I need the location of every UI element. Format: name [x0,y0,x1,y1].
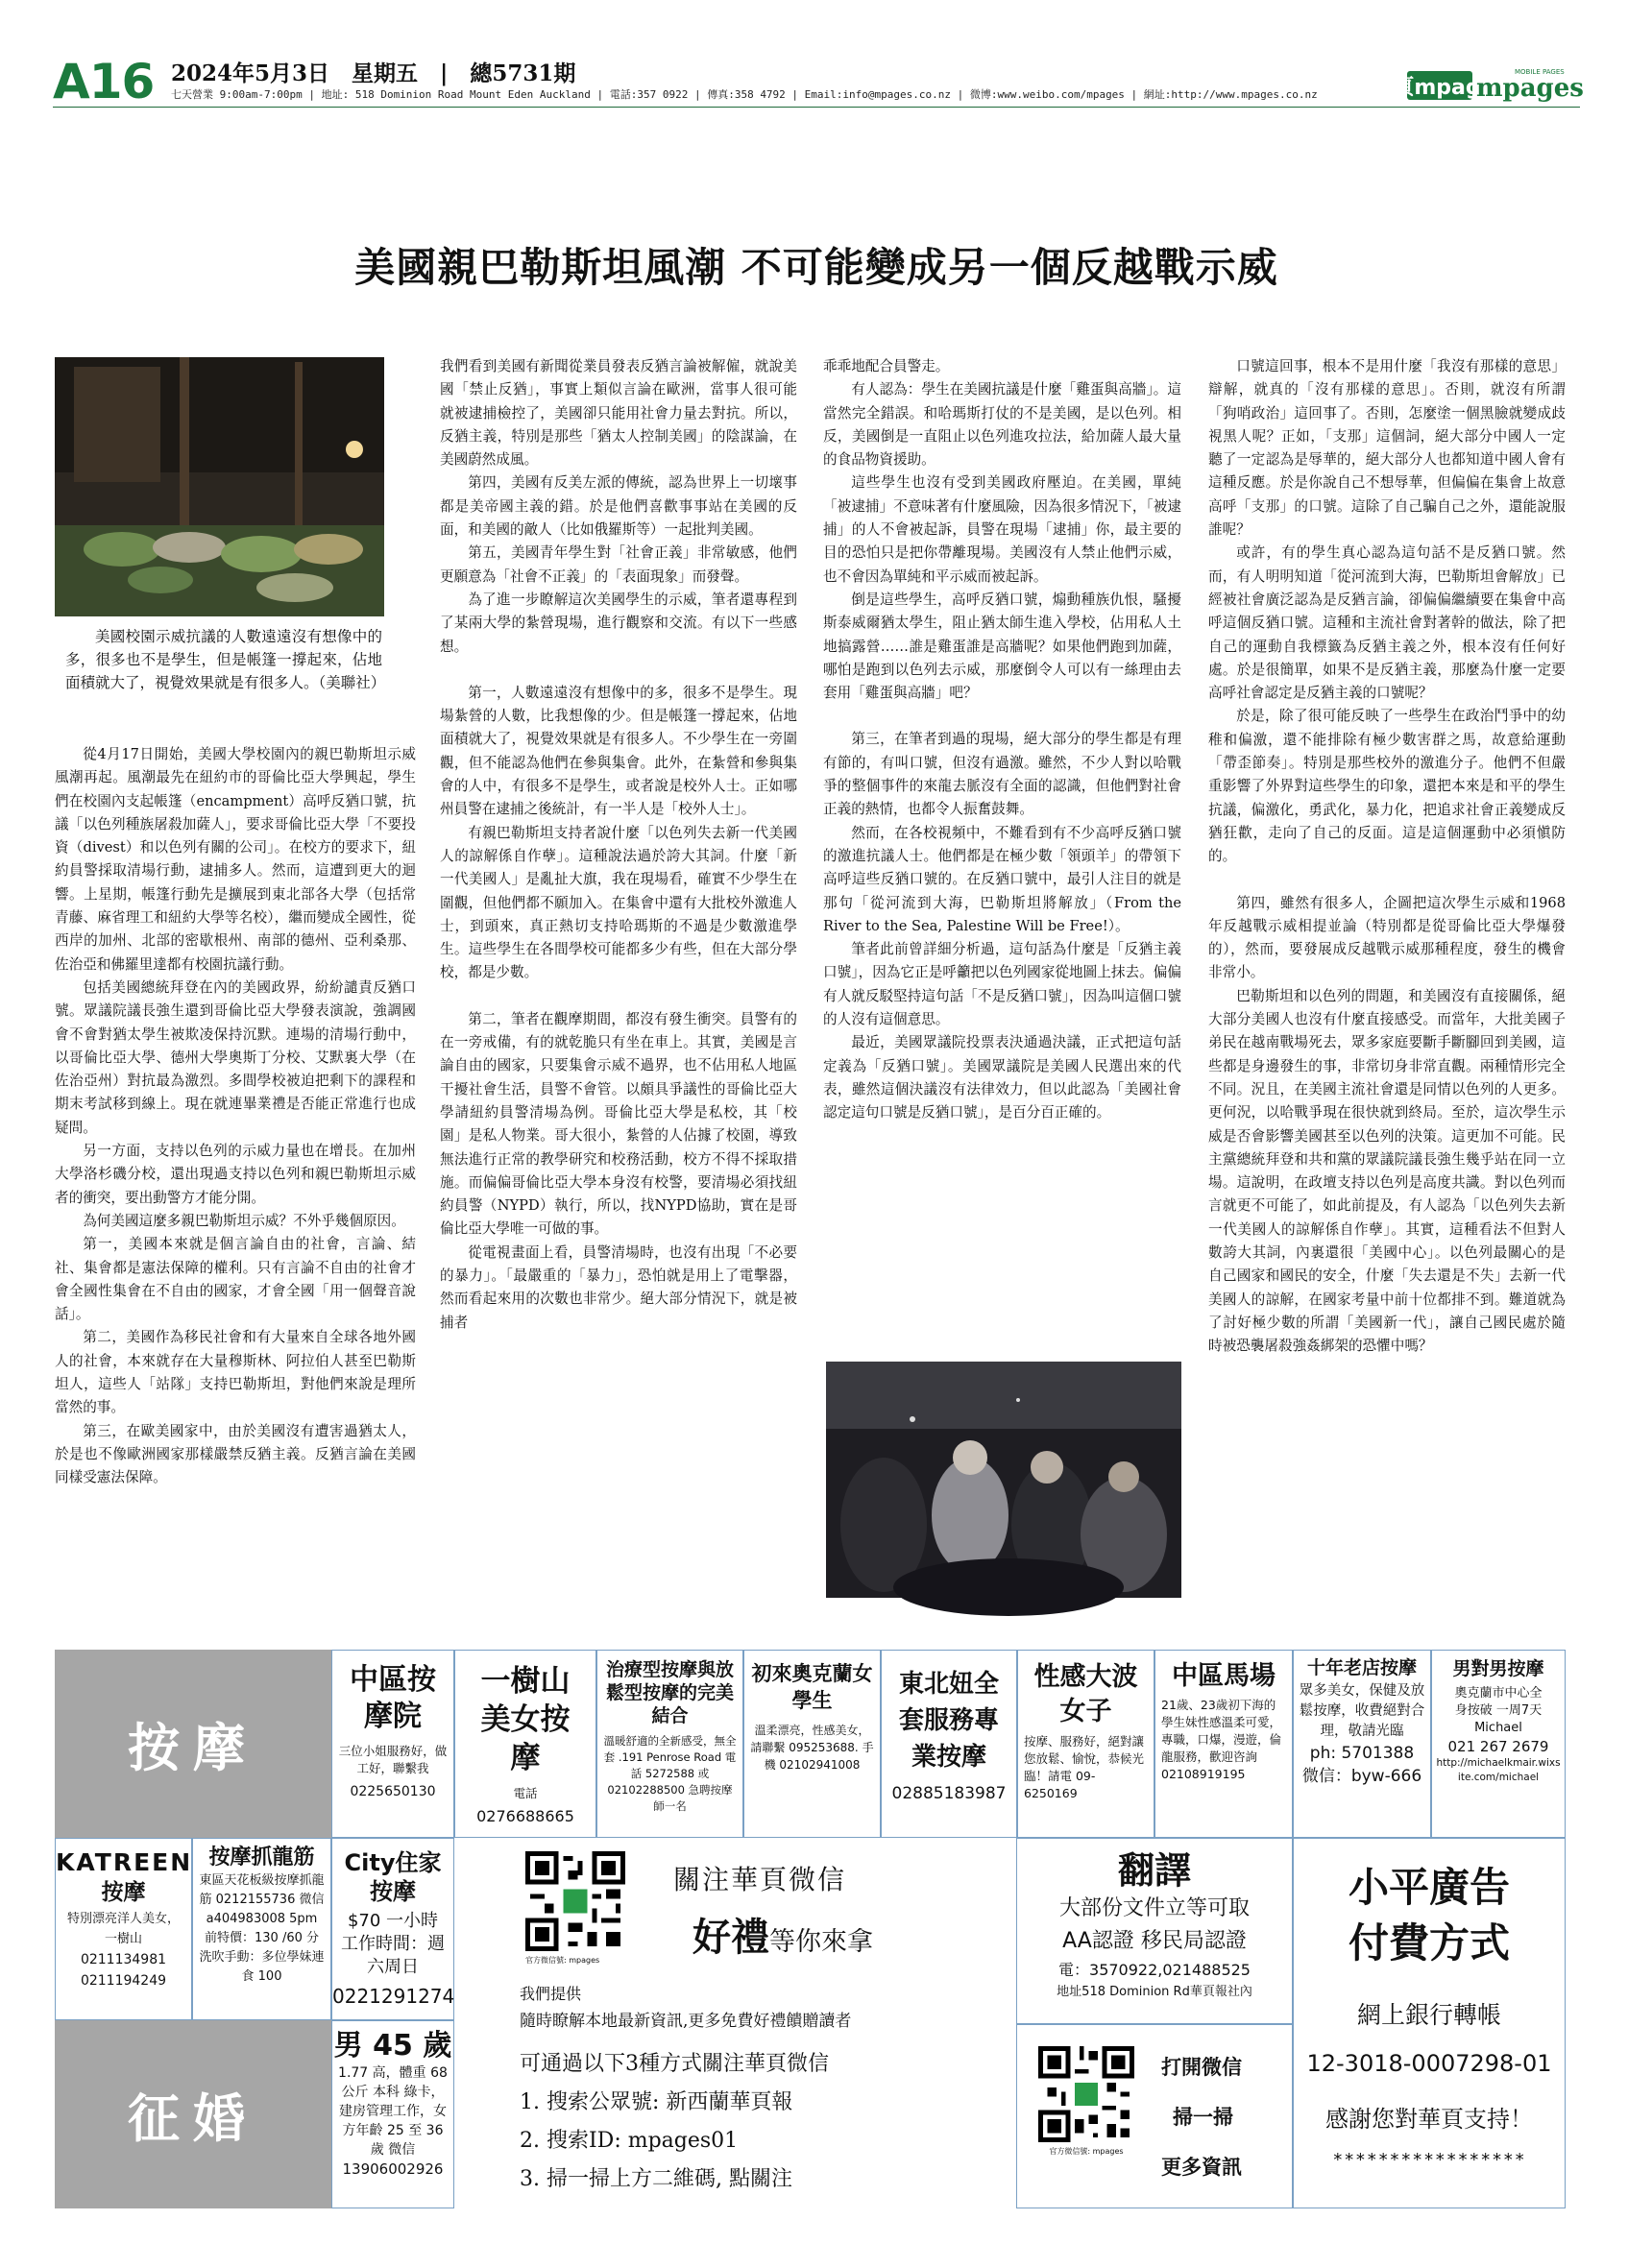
paragraph: 筆者此前曾詳細分析過，這句話為什麼是「反猶主義口號」，因為它正是呼籲把以色列國家從地圖上抹去。偏偏有人就反駁堅持這句話「不是反猶口號」，因為叫這個口號的人沒有這個意思。 [823,941,1181,1028]
article-column-1 [55,743,416,1490]
paragraph: 這些學生也沒有受到美國政府壓迫。在美國，單純「被逮捕」不意味著有什麼風險，因為很多情況下，「被逮捕」的人不會被起訴，員警在現場「逮捕」你，最主要的目的恐怕只是把你帶離現場。美國沒有人禁止他們示威，也不會因為單純和平示威而被起訴。 [823,474,1181,585]
article-column-2 [440,355,797,1335]
paragraph: 然而，在各校視頻中，不難看到有不少高呼反猶口號的激進抗議人士。他們都是在極少數「領頭羊」的帶領下高呼這些反猶口號的。在反猶口號中，最引人注目的就是那句「從河流到大海，巴勒斯坦將解放」（From the River to the Sea, Palestine Will be Free!）。 [823,824,1181,934]
paragraph: 為何美國這麼多親巴勒斯坦示威？不外乎幾個原因。 [83,1212,405,1229]
paragraph: 第五，美國青年學生對「社會正義」非常敏感，他們更願意為「社會不正義」的「表面現象」而發聲。 [440,544,797,585]
category-marriage: 征婚 [55,2020,331,2208]
wechat-promo: 官方微信號: mpages 關注華頁微信 好禮等你來拿 我們提供 隨時瞭解本地最新資訊,更多免費好禮饋贈讀者 可通過以下3種方式關注華頁微信 1. 搜索公眾號: 新西蘭華頁報 2. 搜索ID: mpages01 3. 掃一掃上方二維碼, 點關注 [454,1838,1016,2208]
ad-central-massage: 中區按摩院 三位小姐服務好，做工好，聯繫我 0225650130 [331,1650,454,1838]
mpages-logo [1372,65,1584,104]
paragraph: 從電視畫面上看，員警清場時，也沒有出現「不必要的暴力」。「最嚴重的「暴力」，恐怕就是用上了電擊器，然而看起來用的次數也非常少。絕大部分情況下，就是被捕者 [440,1243,797,1331]
protesters-photo [826,1362,1181,1598]
category-massage: 按摩 [55,1650,331,1838]
paragraph: 我們看到美國有新聞從業員發表反猶言論被解僱，就說美國「禁止反猶」，事實上類似言論在歐洲，當事人很可能就被逮捕檢控了，美國卻只能用社會力量去對抗。所以，反猶主義，特別是那些「猶太人控制美國」的陰謀論，在美國蔚然成風。 [440,358,797,469]
page-number: A16 [53,54,155,109]
paragraph: 於是，除了很可能反映了一些學生在政治鬥爭中的幼稚和偏激，還不能排除有極少數害群之馬，故意給運動「帶歪節奏」。特別是那些校外的激進分子。他們不但嚴重影響了外界對這些學生的印象，還把本來是和平的學生抗議，偏激化，勇武化，暴力化，把追求社會正義變成反猶狂歡，走向了自己的反面。這是這個運動中必須愼防的。 [1208,708,1566,865]
paragraph: 第二，筆者在觀摩期間，都沒有發生衝突。員警有的在一旁戒備，有的就乾脆只有坐在車上。其實，美國是言論自由的國家，只要集會示威不過界，也不佔用私人地區干擾社會生活，員警不會管。以頗具爭議性的哥倫比亞大學請紐約員警清場為例。哥倫比亞大學是私校，其「校園」是私人物業。哥大很小，紮營的人佔據了校園，導致無法進行正常的教學研究和校務活動，校方不得不採取措施。而偏偏哥倫比亞大學本身沒有校警，要清場必須找紐約員警（NYPD）執行，所以，找NYPD協助，實在是哥倫比亞大學唯一可做的事。 [440,1010,797,1238]
svg-text:mpages: mpages [1476,74,1584,103]
article-column-3 [823,355,1181,1125]
paragraph: 第二，美國作為移民社會和有大量來自全球各地外國人的社會，本來就存在大量穆斯林、阿拉伯人甚至巴勒斯坦人，這些人「站隊」支持巴勒斯坦，對他們來說是理所當然的事。 [55,1329,416,1416]
paragraph: 為了進一步瞭解這次美國學生的示威，筆者還專程到了某兩大學的紮營現場，進行觀察和交流。有以下一些感想。 [440,591,797,655]
campus-tents-photo [55,357,384,616]
wechat-scan-box: 官方微信號: mpages 打開微信 掃一掃 更多資訊 [1016,2024,1293,2208]
ad-katreen: KATREEN 按摩 特別漂亮洋人美女，一樹山 0211134981 0211194249 [55,1838,192,2020]
ad-therapy-massage: 治療型按摩與放鬆型按摩的完美結合 溫暖舒適的全新感受，無全套 .191 Penrose Road 電話 5272588 或 02102288500 急聘按摩師一名 [596,1650,743,1838]
issue-date: 2024年5月3日 星期五 | 總5731期 [171,60,576,86]
ad-student-massage: 初來奧克蘭女學生 溫柔漂亮，性感美女，請聯繫 095253688. 手機 02102941008 [743,1650,881,1838]
ad-translation: 翻譯 大部份文件立等可取 AA認證 移民局認證 電：3570922,021488525 地址518 Dominion Rd華頁報社內 [1016,1838,1293,2024]
promo-title: 關注華頁微信 [673,1864,847,1895]
paragraph: 最近，美國眾議院投票表決通過決議，正式把這句話定義為「反猶口號」。美國眾議院是美國人民選出來的代表，雖然這個決議沒有法律效力，但以此認為「美國社會認定這句口號是反猶口號」，是百分百正確的。 [823,1034,1181,1122]
ad-city-home-massage: City住家按摩 $70 一小時 工作時間：週六周日 0221291274 [331,1838,454,2020]
paragraph: 從4月17日開始，美國大學校園內的親巴勒斯坦示威風潮再起。風潮最先在紐約市的哥倫比亞大學興起，學生們在校園內支起帳篷（encampment）高呼反猶口號，抗議「以色列種族屠殺加薩人」，要求哥倫比亞大學「不要投資（divest）和以色列有關的公司」。在校方的要求下，紐約員警採取清場行動，逮捕多人。然而，這遭到更大的迴響。上星期，帳篷行動先是擴展到東北部各大學（包括常青藤、麻省理工和紐約大學等名校），繼而變成全國性，從西岸的加州、北部的密歇根州、南部的德州、亞利桑那、佐治亞和佛羅里達都有校園抗議行動。 [55,746,416,973]
ad-dragon-tendon: 按摩抓龍筋 東區天花板級按摩抓龍筋 0212155736 微信 a404983008 5pm 前特價：130 /60 分洗吹手動：多位學妹連食 100 [192,1838,331,2020]
promo-slogan: 好禮等你來拿 [693,1915,873,1960]
paragraph: 乖乖地配合員警走。 [823,358,950,374]
qr-code-icon[interactable]: 官方微信號: mpages [1038,2046,1134,2161]
article-column-4 [1208,355,1566,1358]
logo-small: MOBILE PAGES [1515,68,1565,76]
paragraph: 第三，在筆者到過的現場，絕大部分的學生都是有理有節的，有叫口號，但沒有過激。雖然，不少人對以哈戰爭的整個事件的來龍去脈沒有全面的認識，但他們對社會正義的熱情，也都令人振奮鼓舞。 [823,731,1181,818]
paragraph: 第四，雖然有很多人，企圖把這次學生示威和1968年反越戰示威相提並論（特別都是從哥倫比亞大學爆發的），然而，要發展成反越戰示威那種程度，發生的機會非常小。 [1208,894,1566,981]
paragraph: 第四，美國有反美左派的傳統，認為世界上一切壞事都是美帝國主義的錯。於是他們喜歡事事站在美國的反面，和美國的敵人（比如俄羅斯等）一起批判美國。 [440,474,797,539]
ad-old-shop-massage: 十年老店按摩 眾多美女，保健及放鬆按摩，收費絕對合理，敬請光臨 ph: 5701388 微信：byw-666 [1293,1650,1431,1838]
photo-caption: 美國校園示威抗議的人數遠遠沒有想像中的多，很多也不是學生，但是帳篷一撐起來，佔地面積就大了，視覺效果就是有很多人。（美聯社） [65,628,386,691]
headline: 美國親巴勒斯坦風潮 不可能變成另一個反越戰示威 [354,244,1278,291]
contact-info: 七天營業 9:00am-7:00pm | 地址: 518 Dominion Road Mount Eden Auckland | 電話:357 0922 | 傳真:358 4792 | Email:info@mpages.co.nz | 微博:www.weibo.com/mpages | 網址:http://www.mpages.co.nz [171,88,1318,101]
ad-payment-method: 小平廣告 付費方式 網上銀行轉帳 12-3018-0007298-01 感謝您對華頁支持！ ***************** [1293,1838,1566,2208]
paragraph: 有親巴勒斯坦支持者說什麼「以色列失去新一代美國人的諒解係自作孽」。這種說法過於誇大其詞。什麼「新一代美國人」是亂扯大旗，我在現場看，確實不少學生在圍觀，但他們都不願加入。在集會中還有大批校外激進人士，到頭來，真正熱切支持哈瑪斯的不過是少數激進學生。這些學生在各間學校可能都多少有些，但在大部分學校，都是少數。 [440,824,797,981]
paragraph: 包括美國總統拜登在內的美國政界，紛紛譴責反猶口號。眾議院議長強生還到哥倫比亞大學發表演說，強調國會不會對猶太學生被欺凌保持沉默。連場的清場行動中，以哥倫比亞大學、德州大學奧斯丁分校、艾默裏大學（在佐治亞州）對抗最為激烈。多間學校被迫把剩下的課程和期末考試移到線上。現在就連畢業禮是否能正常進行也成疑問。 [55,978,416,1136]
qr-code-icon[interactable]: 官方微信號: mpages [525,1851,625,1966]
paragraph: 或許，有的學生真心認為這句話不是反猶口號。然而，有人明明知道「從河流到大海，巴勒斯坦會解放」已經被社會廣泛認為是反猶言論，卻偏偏繼續要在集會中高呼這個反猶口號。這種和主流社會對著幹的做法，除了把自己的運動自我標籤為反猶主義之外，根本沒有任何好處。於是很簡單，如果不是反猶主義，那麼為什麼一定要高呼社會認定是反猶主義的口號呢？ [1208,544,1566,702]
ad-male-massage: 男對男按摩 奧克蘭市中心全身按破 一周7天 Michael 021 267 2679 http://michaelkmair.wixsite.com/michael [1431,1650,1566,1838]
paragraph: 第一，美國本來就是個言論自由的社會，言論、結社、集會都是憲法保障的權利。只有言論不自由的社會才會全國性集會在不自由的國家，才會全國「用一個聲音說話」。 [55,1236,416,1323]
paragraph: 口號這回事，根本不是用什麼「我沒有那樣的意思」辯解，就真的「沒有那樣的意思」。否則，就沒有所謂「狗哨政治」這回事了。否則，怎麼塗一個黑臉就變成歧視黑人呢？正如，「支那」這個詞，絕大部分中國人一定聽了一定認為是辱華的，絕大部分人也都知道中國人會有這種反應。於是你說自己不想辱華，但偏偏在集會上故意高呼「支那」的口號。這除了自己騙自己之外，還能說服誰呢？ [1208,358,1566,539]
paragraph: 有人認為：學生在美國抗議是什麼「雞蛋與高牆」。這當然完全錯誤。和哈瑪斯打仗的不是美國，是以色列。相反，美國倒是一直阻止以色列進攻拉法，給加薩人最大量的食品物資援助。 [823,381,1181,469]
paragraph: 第三，在歐美國家中，由於美國沒有遭害過猶太人，於是也不像歐洲國家那樣嚴禁反猶主義。反猶言論在美國同樣受憲法保障。 [55,1422,416,1486]
ad-central-racecourse: 中區馬場 21歲、23歲初下海的學生妹性感溫柔可愛，專職，口爆，漫遊，倫龍服務，歡迎咨詢 02108919195 [1154,1650,1293,1838]
paragraph: 巴勒斯坦和以色列的問題，和美國沒有直接關係，絕大部分美國人也沒有什麼直接感受。而當年，大批美國子弟民在越南戰場死去，眾多家庭要斷手斷腳回到美國，這些都是身邊發生的事，非常切身非常直觀。兩種情形完全不同。況且，在美國主流社會還是同情以色列的人更多。更何況，以哈戰爭現在很快就到終局。至於，這次學生示威是否會影響美國甚至以色列的決策。這更加不可能。民主黨總統拜登和共和黨的眾議院議長強生幾乎站在同一立場。這說明，在政壇支持以色列是高度共識。對以色列而言就更不可能了，如此前提及，有人認為「以色列失去新一代美國人的諒解係自作孽」。其實，這種看法不但對人數誇大其詞，內裏還很「美國中心」。以色列最關心的是自己國家和國民的安全，什麼「失去還是不失」去新一代美國人的諒解，在國家考量中前十位都排不到。難道就為了討好極少數的所謂「美國新一代」，讓自己國民處於隨時被恐襲屠殺強姦綁架的恐懼中嗎？ [1208,987,1566,1355]
masthead [53,48,1584,109]
logo-chinese: 華頁mpages [1372,76,1508,100]
ad-northeast-massage: 東北妞全套服務專業按摩 02885183987 [881,1650,1017,1838]
ad-mt-albert-massage: 一樹山美女按摩 電話 0276688665 [454,1650,596,1838]
paragraph: 倒是這些學生，高呼反猶口號，煽動種族仇恨，騷擾斯泰威爾猶太學生，阻止猶太師生進入學校，佔用私人土地搞露營……誰是雞蛋誰是高牆呢？如果他們跑到加薩，哪怕是跑到以色列去示威，那麼倒令人可以有一絲理由去套用「雞蛋與高牆」吧？ [823,591,1181,702]
ad-sexy-lady: 性感大波女子 按摩、服務好，絕對讓您放鬆、愉悅，恭候光臨！請電 09-6250169 [1017,1650,1154,1838]
paragraph: 另一方面，支持以色列的示威力量也在增長。在加州大學洛杉磯分校，還出現過支持以色列和親巴勒斯坦示威者的衝突，要出動警方才能分開。 [55,1143,416,1206]
paragraph: 第一，人數遠遠沒有想像中的多，很多不是學生。現場紮營的人數，比我想像的少。但是帳篷一撐起來，佔地面積就大了，視覺效果就是有很多人。不少學生在一旁圍觀，但不能認為他們在參與集會。此外，在紮營和參與集會的人中，有很多不是學生，或者說是校外人士。正如哪州員警在逮捕之後統計，有一半人是「校外人士」。 [440,684,797,818]
ad-male-45: 男 45 歲 1.77 高，體重 68 公斤 本科 綠卡，建房管理工作，女方年齡 25 至 36 歲 微信 13906002926 [331,2020,454,2208]
